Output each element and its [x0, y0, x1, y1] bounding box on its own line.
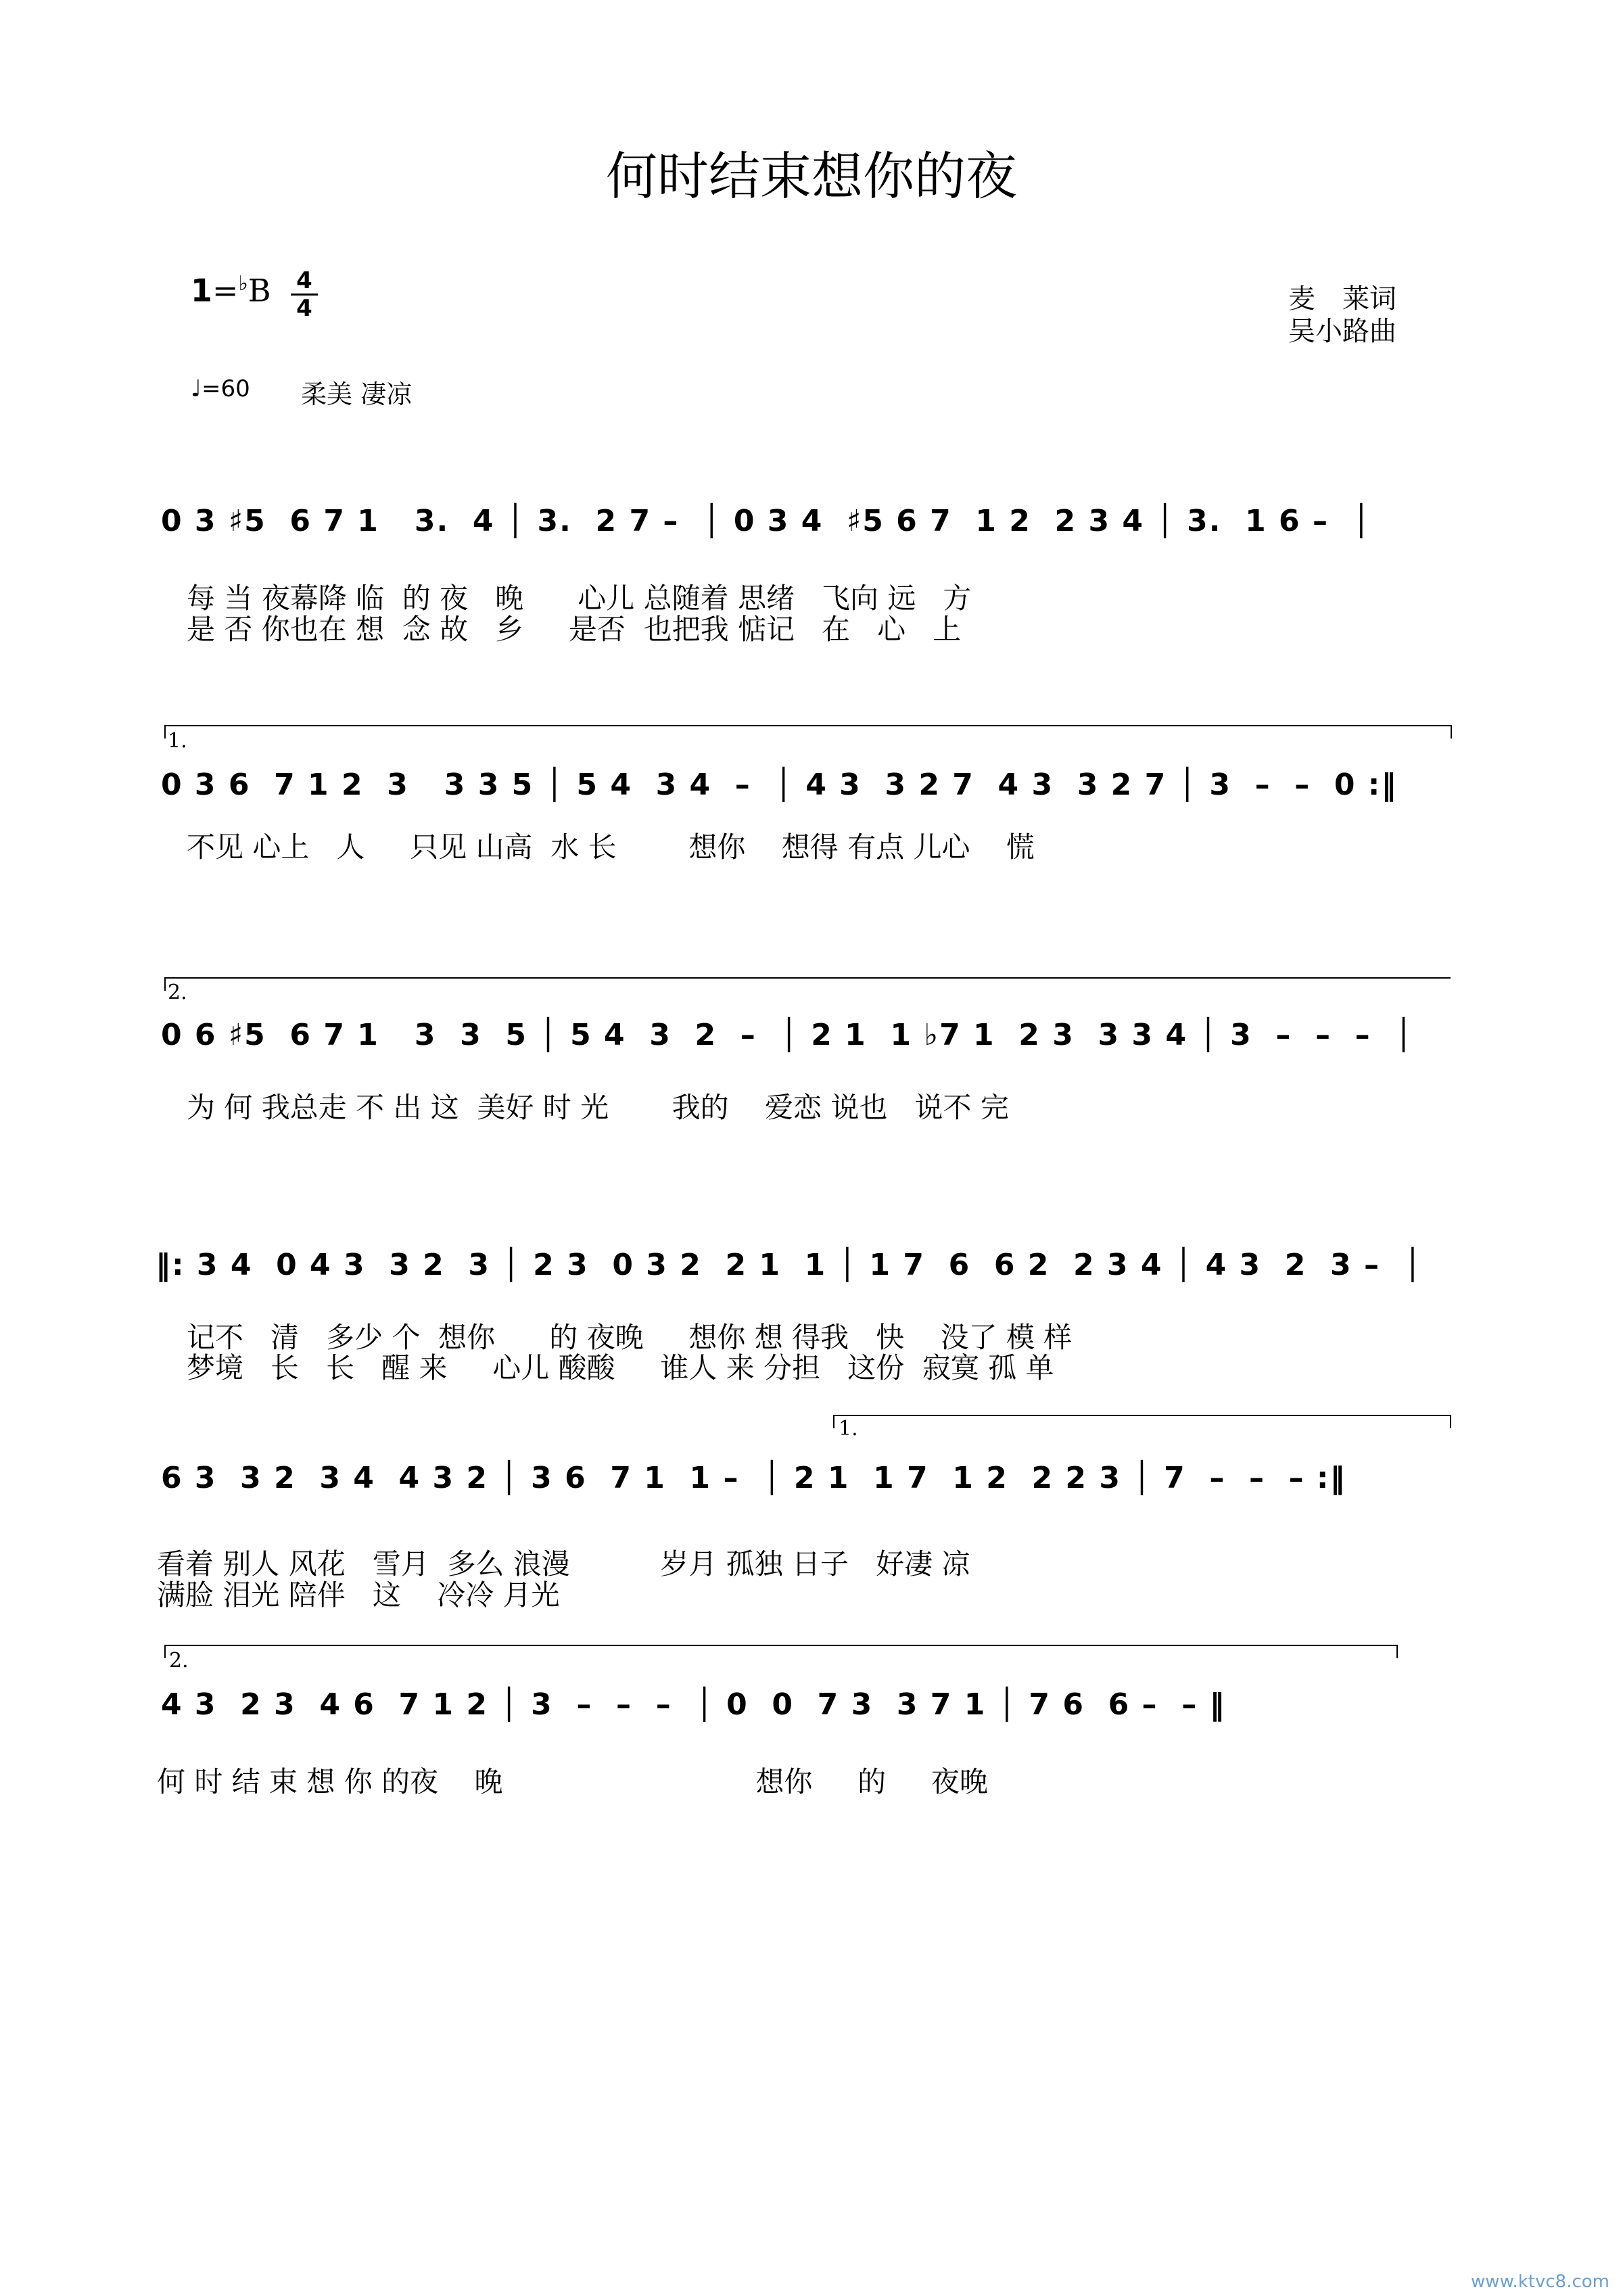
lyric-row-4-verse-1: 记不 清 多少 个 想你 的 夜晚 想你 想 得我 快 没了 模 样: [187, 1321, 1073, 1354]
volta-label-2: 2.: [168, 981, 187, 1004]
volta-bracket-1: [164, 725, 1452, 739]
tempo-marking: ♩=60: [191, 375, 250, 402]
volta-label-3: 1.: [839, 1417, 858, 1440]
notation-row-3: 0 6 ♯5 6 7 1 3 3 5 │ 5 4 3 2 – │ 2 1 1 ♭7 1 2 3 3 3 4 │ 3 – – – │: [161, 1018, 1414, 1052]
notation-row-2: 0 3 6 7 1 2 3 3 3 5 │ 5 4 3 4 – │ 4 3 3 2 7 4 3 3 2 7 │ 3 – – 0 :‖: [161, 768, 1398, 802]
notation-row-1: 0 3 ♯5 6 7 1 3. 4 │ 3. 2 7 – │ 0 3 4 ♯5 6 7 1 2 2 3 4 │ 3. 1 6 – │: [161, 504, 1372, 538]
lyric-row-3: 为 何 我总走 不 出 这 美好 时 光 我的 爱恋 说也 说不 完: [187, 1091, 1009, 1124]
volta-bracket-3: [833, 1415, 1451, 1428]
watermark: www.ktvc8.com: [1471, 2272, 1609, 2292]
lyric-row-5-verse-2: 满脸 泪光 陪伴 这 冷冷 月光: [157, 1578, 560, 1612]
volta-bracket-4: [164, 1645, 1398, 1658]
time-signature: 4 4: [291, 269, 318, 320]
lyric-row-1-verse-2: 是 否 你也在 想 念 故 乡 是否 也把我 惦记 在 心 上: [187, 613, 962, 646]
lyric-row-6: 何 时 结 束 想 你 的夜 晚 想你 的 夜晚: [157, 1765, 988, 1798]
notation-row-5: 6 3 3 2 3 4 4 3 2 │ 3 6 7 1 1 – │ 2 1 1 7 1 2 2 2 3 │ 7 – – – :‖: [161, 1461, 1346, 1495]
key-signature: 1=♭B: [191, 272, 271, 309]
lyric-row-1-verse-1: 每 当 夜幕降 临 的 夜 晚 心儿 总随着 思绪 飞向 远 方: [187, 582, 972, 615]
lyric-row-2: 不见 心上 人 只见 山高 水 长 想你 想得 有点 儿心 慌: [187, 830, 1035, 864]
volta-bracket-2: [164, 977, 1451, 991]
lyricist-credit: 麦 莱词: [1288, 283, 1396, 314]
notation-row-6: 4 3 2 3 4 6 7 1 2 │ 3 – – – │ 0 0 7 3 3 7 1 │ 7 6 6 – – ‖: [161, 1687, 1226, 1722]
lyric-row-4-verse-2: 梦境 长 长 醒 来 心儿 酸酸 谁人 来 分担 这份 寂寞 孤 单: [187, 1351, 1054, 1384]
volta-label-1: 1.: [168, 729, 187, 753]
volta-label-4: 2.: [169, 1649, 189, 1672]
notation-row-4: ‖: 3 4 0 4 3 3 2 3 │ 2 3 0 3 2 2 1 1 │ 1 7 6 6 2 2 3 4 │ 4 3 2 3 – │: [156, 1248, 1424, 1282]
composer-credit: 吴小路曲: [1288, 316, 1396, 347]
lyric-row-5-verse-1: 看着 别人 风花 雪月 多么 浪漫 岁月 孤独 日子 好凄 凉: [157, 1547, 970, 1580]
expression-marking: 柔美 凄凉: [301, 379, 413, 409]
song-title: 何时结束想你的夜: [606, 146, 1017, 206]
